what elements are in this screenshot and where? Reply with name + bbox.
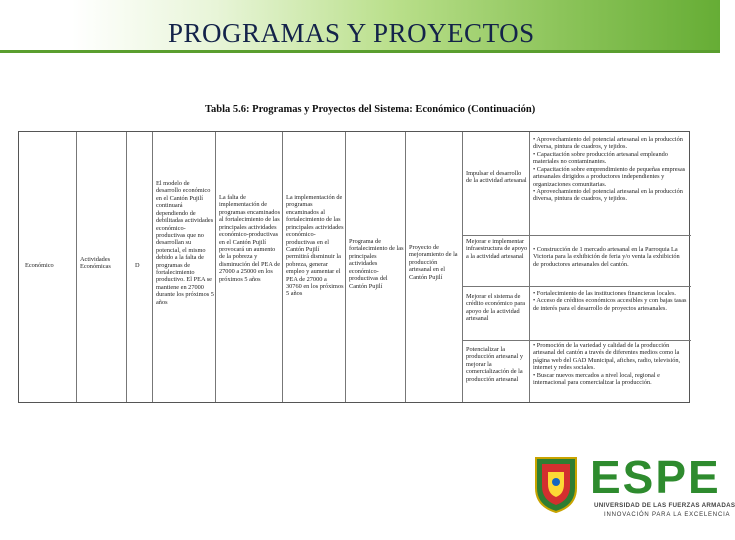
cell-acciones-2: • Construcción de 1 mercado artesanal en la Parroquia La Victoria para la exhibición de feria y/o venta la exhibición de productores artesanales del cantón. [533, 246, 680, 268]
university-motto: INNOVACIÓN PARA LA EXCELENCIA [604, 512, 731, 518]
header-divider [0, 50, 720, 53]
cell-programa: Programa de fortalecimiento de las principales actividades económico-productivas del Cantón Pujilí [349, 238, 404, 290]
cell-subproyecto-3: Mejorar el sistema de crédito económico para apoyo de la actividad artesanal [466, 293, 526, 323]
university-name: UNIVERSIDAD DE LAS FUERZAS ARMADAS [594, 502, 735, 509]
slide-title: PROGRAMAS Y PROYECTOS [168, 18, 535, 48]
cell-subproyecto-2: Mejorar e implementar infraestructura de apoyo a la actividad artesanal [466, 238, 528, 260]
cell-causa: La falta de implementación de programas encaminados al fortalecimiento de las principales actividades económico-productivas en el Cantón Pujilí provocará un aumento de la pobreza y disminución del PEA de 27000 a 25000 en los próximos 5 años [219, 194, 281, 283]
cell-subproyecto-4: Potencializar la producción artesanal y mejorar la comercialización de la producción artesanal [466, 346, 523, 383]
cell-objetivo: La implementación de programas encaminados al fortalecimiento de las principales actividades económico-productivas en el Cantón Pujilí permitirá disminuir la pobreza, generar empleo y aumentar el PEA de 27000 a 30760 en los próximos 5 años [286, 194, 344, 298]
espe-wordmark: ESPE [590, 451, 721, 503]
table-caption: Tabla 5.6: Programas y Proyectos del Sistema: Económico (Continuación) [205, 104, 536, 115]
cell-acciones-4: • Promoción de la variedad y calidad de la producción artesanal del cantón a través de diferentes medios como la página web del GAD Municipal, afiches, radio, televisión, internet y redes sociales. • Buscar nuevos mercados a nivel local, regional e internacional para comercializar la producción. [533, 342, 681, 387]
row-divider [463, 286, 691, 287]
cell-actividades: Actividades Económicas [80, 256, 111, 271]
espe-logo [518, 448, 735, 540]
row-divider [463, 340, 691, 341]
cell-subproyecto-1: Impulsar el desarrollo de la actividad artesanal [466, 170, 527, 185]
cell-acciones-1: • Aprovechamiento del potencial artesanal en la producción diversa, pintura de cuadros, y tejidos. • Capacitación sobre producción artesanal empleando materiales no contaminantes. • Capacitación sobre emprendimiento de pequeñas empresas artesanales dirigidos a productores independientes y organizaciones comunitarias. • Aprovechamiento del potencial artesanal en la producción diversa, pintura de cuadros, y tejidos. [533, 136, 686, 203]
cell-problema: El modelo de desarrollo económico en el Cantón Pujilí continuará dependiendo de debilitadas actividades económico-productivas que no desarrollan su potencial, el mismo debido a la falta de programas de fortalecimiento productivo. El PEA se mantiene en 27000 durante los próximos 5 años [156, 180, 214, 306]
cell-acciones-3: • Fortalecimiento de las instituciones financieras locales. • Acceso de créditos económicos accesibles y con bajas tasas de interés para el desarrollo de proyectos artesanales. [533, 290, 687, 312]
programs-table [18, 131, 690, 403]
cell-sistema: Económico [25, 262, 54, 269]
row-divider [463, 235, 691, 236]
cell-codigo: D [135, 262, 140, 269]
cell-proyecto: Proyecto de mejoramiento de la producción artesanal en el Cantón Pujilí [409, 244, 458, 281]
university-shield-icon [530, 454, 582, 514]
